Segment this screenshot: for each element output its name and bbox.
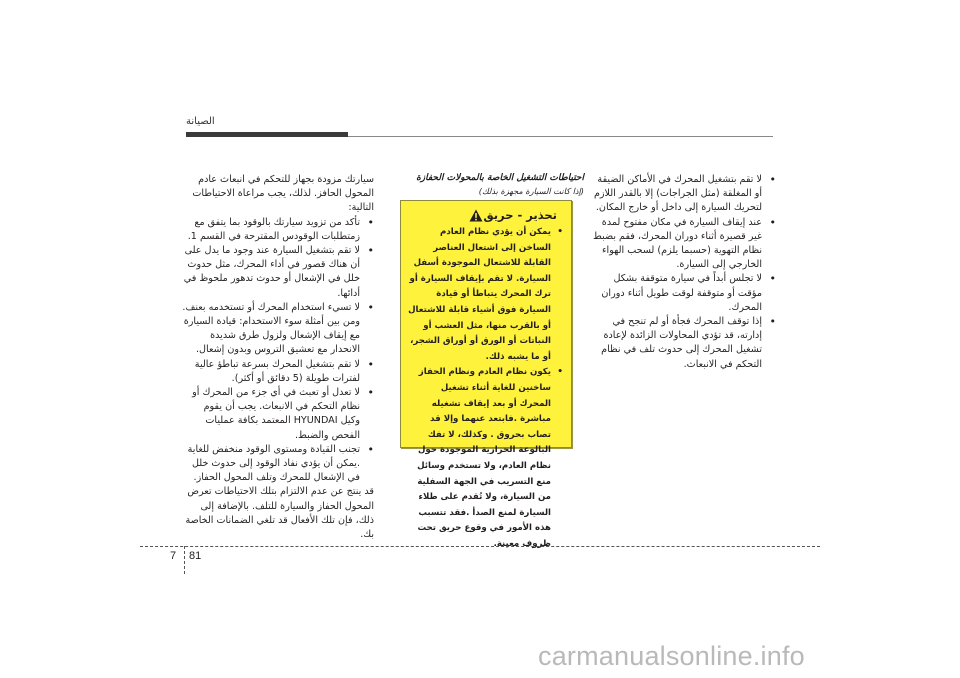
footer-rule [140, 546, 820, 547]
engine-precautions-list [592, 173, 776, 372]
warning-box [400, 200, 572, 549]
list-item: • عند إيقاف السيارة في مكان مفتوح لمدة غير قصيرة أثناء دوران المحرك، فقم بضبط نظام التهوية (حسبما يلزم) لسحب الهواء الخارجي إلى السيارة. [592, 216, 776, 273]
section-heading: احتياطات التشغيل الخاصة بالمحولات الحفازة [416, 173, 584, 183]
list-item: • إذا توقف المحرك فجأة أو لم تنجح في إدارته، قد تؤدي المحاولات الزائدة لإعادة تشغيل المحرك إلى حدوث تلف في نظام التحكم في الانبعاث. [592, 315, 776, 372]
precautions-list [182, 216, 374, 486]
warning-list [407, 225, 563, 552]
list-item: • تأكد من تزويد سيارتك بالوقود بما يتفق مع زمتطلبات الوقودس المقترحة في القسم 1. [182, 216, 374, 244]
section-title: الصيانة [186, 116, 215, 127]
list-item: • لا تقم بتشغيل السيارة عند وجود ما يدل على أن هناك قصور في أداء المحرك، مثل حدوث خلل في الإشعال أو حدوث تدهور ملحوظ في أدائها. [182, 244, 374, 301]
list-item: • لا تقم بتشغيل المحرك في الأماكن الضيقة أو المغلقة (مثل الجراجات) إلا بالقدر اللازم لتحريك السيارة إلى داخل أو خارج المكان. [592, 173, 776, 216]
right-column [592, 173, 776, 372]
list-item: • يمكن أن يؤدي نظام العادم الساخن إلى اشتعال العناصر القابلة للاشتعال الموجودة أسفل السيارة. لا تقم بإيقاف السيارة أو ترك المحرك يتباطأ أو قيادة السيارة فوق أشياء قابلة للاشتعال أو بالقرب منها، مثل العشب أو النباتات أو الورق أو أوراق الشجر، أو ما يشبه ذلك. [407, 225, 563, 365]
page-number: 81 [189, 550, 202, 562]
list-item: • لا تعدل أو تعبث في أي جزء من المحرك أو نظام التحكم في الانبعاث. يجب أن يقوم وكيل HYUNDAI المعتمد بكافة عمليات الفحص والضبط. [182, 386, 374, 443]
footer-divider [184, 546, 185, 574]
middle-column [404, 172, 584, 198]
list-item: • لا تقم بتشغيل المحرك بسرعة تباطؤ عالية لفترات طويلة (5 دقائق أو أكثر). [182, 358, 374, 386]
chapter-number: 7 [170, 550, 177, 562]
warning-heading-text: تحذير - حريق [483, 208, 557, 222]
warning-triangle-icon [469, 209, 483, 222]
closing-paragraph: قد ينتج عن عدم الالتزام بتلك الاحتياطات تعرض المحول الحفاز والسيارة للتلف. بالإضافة إلى ذلك، فإن تلك الأفعال قد تلغي الضمانات الخاصة بك. [185, 486, 374, 541]
list-item: • يكون نظام العادم ونظام الحفاز ساخنين للغاية أثناء تشغيل المحرك أو بعد إيقاف تشغيله مباشرة .فابتعد عنهما وإلا قد تصاب بحروق . وكذلك، لا تفك البالوعة الحرارية الموجودة حول نظام العادم، ولا تستخدم وسائل منع التسريب في الجهة السفلية من السيارة، ولا تُقدم على طلاء السيارة لمنع الصدأ .فقد تتسبب هذه الأمور في وقوع حريق تحت ظروف معينة. [407, 365, 563, 552]
list-item: • لا تجلس أبداً في سيارة متوقفة بشكل مؤقت أو متوقفة لوقت طويل أثناء دوران المحرك. [592, 272, 776, 315]
header-rule [348, 136, 773, 137]
left-column [182, 173, 374, 542]
header-accent-bar [186, 132, 348, 137]
warning-heading [407, 207, 557, 223]
watermark: carmanualsonline.info [538, 641, 805, 671]
list-item: • تجنب القيادة ومستوى الوقود منخفض للغاية .يمكن أن يؤدي نفاد الوقود إلى حدوث خلل في الإشعال للمحرك وتلف المحول الحفاز. [182, 443, 374, 486]
intro-paragraph: سيارتك مزودة بجهاز للتحكم في انبعاث عادم المحول الحافز. لذلك، يجب مراعاة الاحتياطات التالية: [192, 174, 374, 214]
section-subheading: (إذا كانت السيارة مجهزة بذلك) [478, 186, 584, 196]
list-item: • لا تسيء استخدام المحرك أو تستخدمه بعنف. ومن بين أمثلة سوء الاستخدام: قيادة السيارة مع إيقاف الإشعال ولزول طرق شديدة الانحدار مع تعشيق التروس وبدون إشعال. [182, 301, 374, 358]
